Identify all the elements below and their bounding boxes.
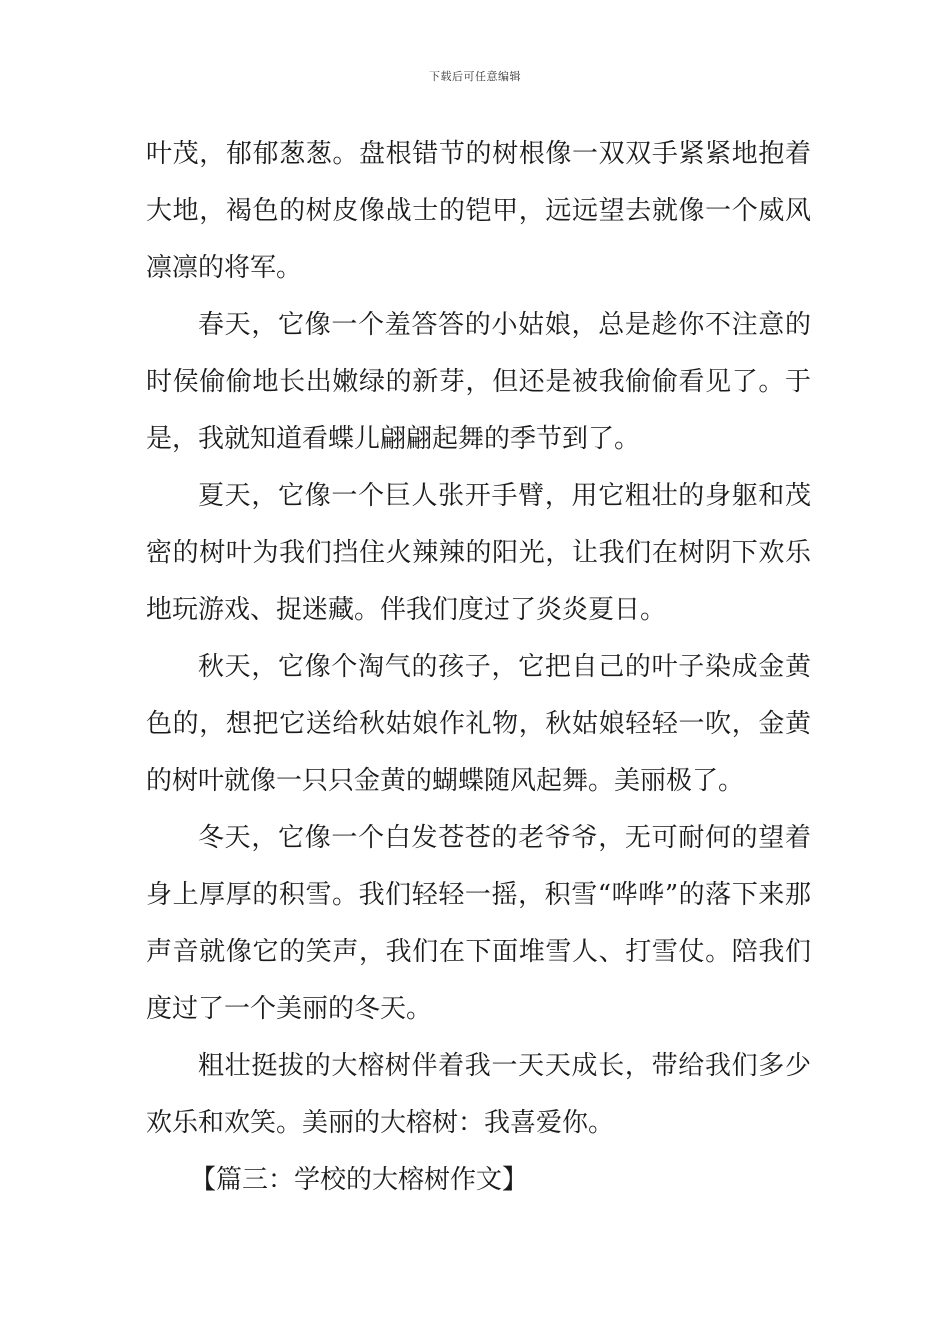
paragraph-autumn: 秋天，它像个淘气的孩子，它把自己的叶子染成金黄色的，想把它送给秋姑娘作礼物，秋姑娘轻轻一吹，金黄的树叶就像一只只金黄的蝴蝶随风起舞。美丽极了。 (146, 652, 811, 796)
paragraph-winter: 冬天，它像一个白发苍苍的老爷爷，无可耐何的望着身上厚厚的积雪。我们轻轻一摇，积雪“哗哗”的落下来那声音就像它的笑声，我们在下面堆雪人、打雪仗。陪我们度过了一个美丽的冬天。 (146, 823, 811, 1024)
page-header-note: 下载后可任意编辑 (429, 70, 521, 83)
paragraph-summer: 夏天，它像一个巨人张开手臂，用它粗壮的身躯和茂密的树叶为我们挡住火辣辣的阳光，让我们在树阴下欢乐地玩游戏、捉迷藏。伴我们度过了炎炎夏日。 (146, 481, 811, 625)
document-body (146, 126, 811, 1209)
paragraph-spring: 春天，它像一个羞答答的小姑娘，总是趁你不注意的时侯偷偷地长出嫩绿的新芽，但还是被我偷偷看见了。于是，我就知道看蝶儿翩翩起舞的季节到了。 (146, 310, 811, 454)
paragraph-conclusion: 粗壮挺拔的大榕树伴着我一天天成长，带给我们多少欢乐和欢笑。美丽的大榕树：我喜爱你。 (146, 1051, 811, 1138)
paragraph-continuation: 叶茂，郁郁葱葱。盘根错节的树根像一双双手紧紧地抱着大地，褐色的树皮像战士的铠甲，远远望去就像一个威风凛凛的将军。 (146, 139, 811, 283)
section-title: 【篇三：学校的大榕树作文】 (190, 1165, 529, 1195)
